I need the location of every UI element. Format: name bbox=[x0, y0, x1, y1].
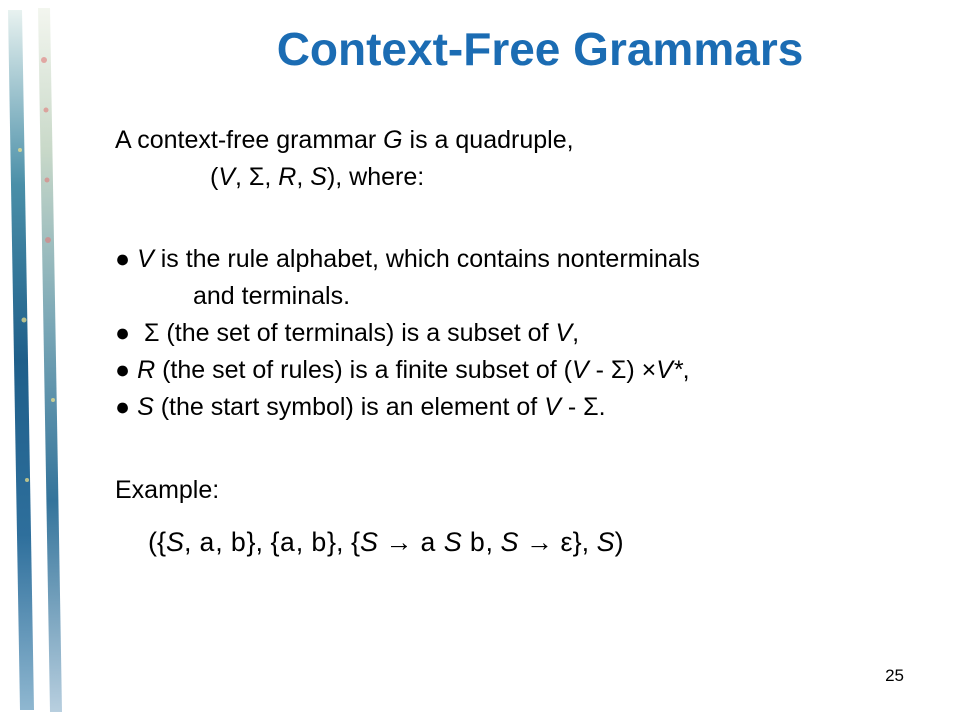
bullet-item: ● V is the rule alphabet, which contains nonterminals bbox=[115, 245, 700, 273]
arrow-icon: → bbox=[378, 527, 421, 557]
page-number: 25 bbox=[885, 666, 904, 685]
bullet-icon: ● bbox=[115, 356, 131, 384]
definition-line bbox=[115, 126, 574, 155]
epsilon-symbol: ε bbox=[560, 527, 573, 557]
slide-title: Context-Free Grammars bbox=[276, 23, 804, 75]
arrow-icon: → bbox=[518, 527, 561, 557]
bullet-icon: ● bbox=[115, 245, 131, 273]
bullet-item: ● R (the set of rules) is a finite subset of (V - Σ) ×V*, bbox=[115, 356, 690, 384]
bullet-item: ● S (the start symbol) is an element of V - Σ. bbox=[115, 393, 606, 421]
definition-text-end: is a quadruple, bbox=[402, 126, 574, 154]
grammar-symbol: G bbox=[383, 126, 403, 154]
example-label: Example: bbox=[115, 476, 220, 504]
decorative-border-strip bbox=[0, 0, 70, 720]
sigma-symbol: Σ bbox=[248, 163, 265, 191]
bullet-item: ● Σ (the set of terminals) is a subset of V, bbox=[115, 319, 580, 347]
bullet-icon: ● bbox=[115, 393, 131, 421]
bullet-continuation: and terminals. bbox=[193, 282, 351, 310]
example-tuple: ({S, a, b}, {a, b}, {S → a S b, S → ε}, S) bbox=[148, 527, 624, 560]
quadruple-line: (V, Σ, R, S), where: bbox=[210, 163, 425, 191]
bullet-icon: ● bbox=[115, 319, 131, 347]
definition-text: A context-free grammar bbox=[115, 126, 384, 154]
